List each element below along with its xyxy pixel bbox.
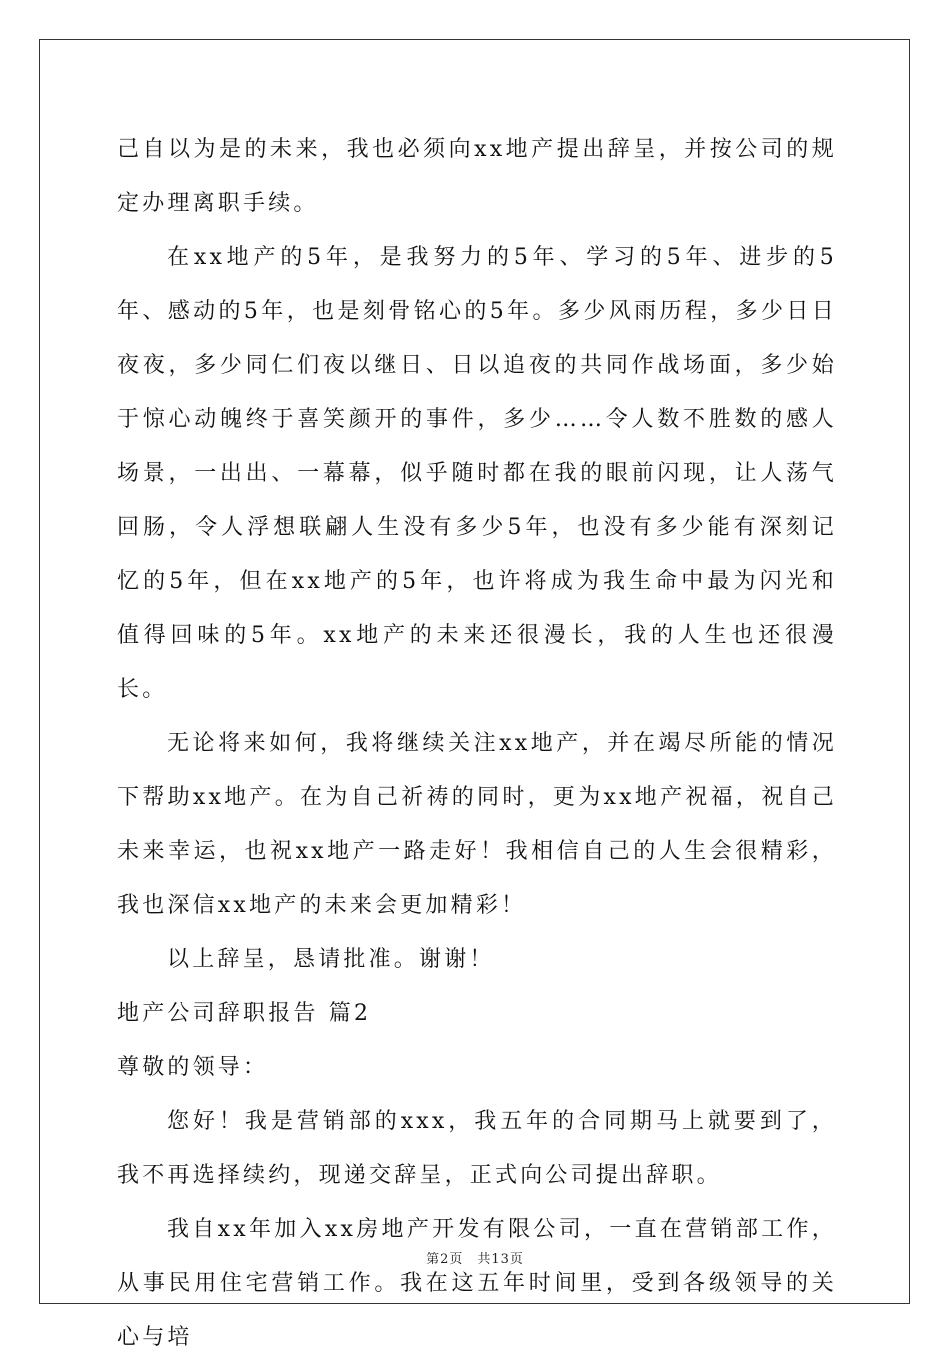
paragraph-5: 您好！我是营销部的xxx，我五年的合同期马上就要到了，我不再选择续约，现递交辞呈，正式向公司提出辞职。 bbox=[117, 1109, 837, 1188]
paragraph-6: 我自xx年加入xx房地产开发有限公司，一直在营销部工作，从事民用住宅营销工作。我在这五年时间里，受到各级领导的关心与培 bbox=[117, 1217, 837, 1350]
page-total: 共13页 bbox=[477, 1252, 524, 1267]
paragraph-3: 无论将来如何，我将继续关注xx地产，并在竭尽所能的情况下帮助xx地产。在为自己祈祷的同时，更为xx地产祝福，祝自己未来幸运，也祝xx地产一路走好！我相信自己的人生会很精彩，我也深信xx地产的未来会更加精彩！ bbox=[117, 731, 837, 918]
salutation: 尊敬的领导： bbox=[117, 1055, 269, 1080]
paragraph-2: 在xx地产的5年，是我努力的5年、学习的5年、进步的5年、感动的5年，也是刻骨铭心的5年。多少风雨历程，多少日日夜夜，多少同仁们夜以继日、日以追夜的共同作战场面，多少始于惊心动魄终于喜笑颜开的事件，多少……令人数不胜数的感人场景，一出出、一幕幕，似乎随时都在我的眼前闪现，让人荡气回肠，令人浮想联翩人生没有多少5年，也没有多少能有深刻记忆的5年，但在xx地产的5年，也许将成为我生命中最为闪光和值得回味的5年。xx地产的未来还很漫长，我的人生也还很漫长。 bbox=[117, 245, 837, 702]
page-footer bbox=[0, 1248, 950, 1267]
document-body bbox=[117, 123, 837, 1365]
paragraph-4: 以上辞呈，恳请批准。谢谢！ bbox=[167, 947, 495, 972]
section-heading: 地产公司辞职报告 篇2 bbox=[117, 1001, 372, 1026]
page-number: 第2页 bbox=[426, 1252, 464, 1267]
paragraph-1: 己自以为是的未来，我也必须向xx地产提出辞呈，并按公司的规定办理离职手续。 bbox=[117, 137, 837, 216]
